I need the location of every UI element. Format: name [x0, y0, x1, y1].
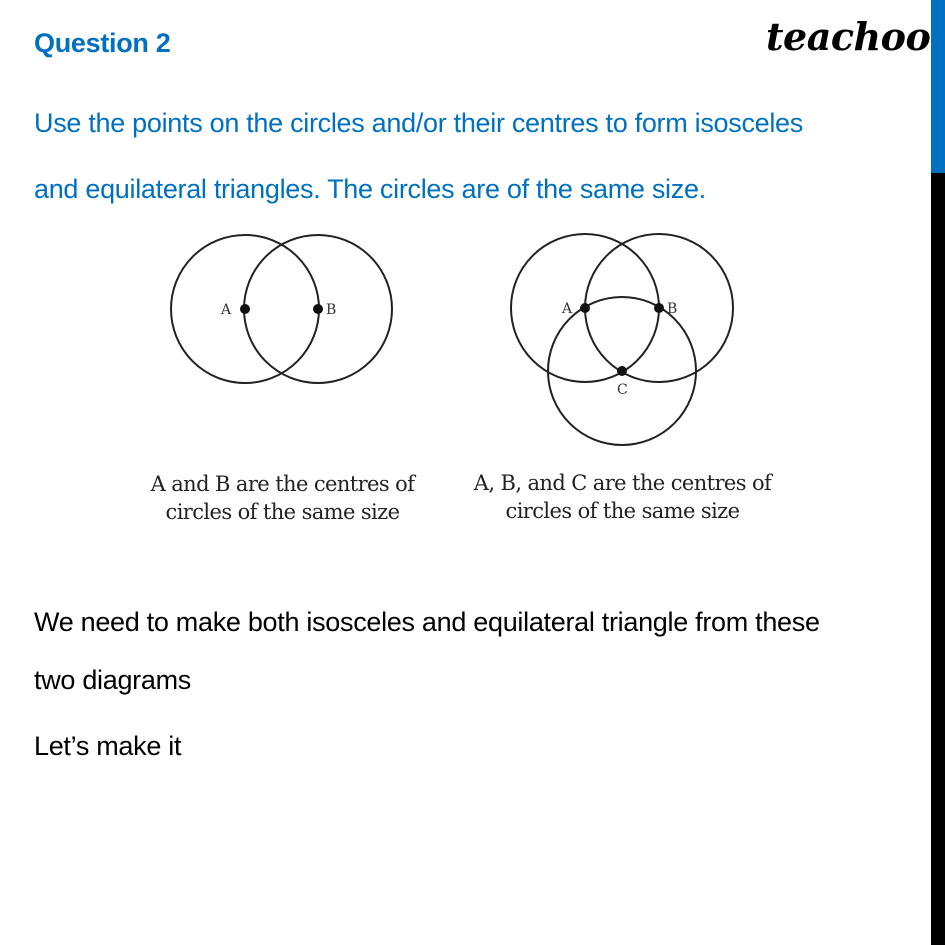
caption-line: A, B, and C are the centres of — [473, 471, 772, 495]
question-text — [34, 90, 914, 222]
point-a-dot — [580, 303, 590, 313]
point-b-label: B — [667, 301, 678, 317]
sidebar-accent-blue — [931, 0, 945, 173]
point-b-dot — [654, 303, 664, 313]
caption-line: A and B are the centres of — [150, 472, 415, 496]
question-title: Question 2 — [34, 28, 171, 58]
caption-line: circles of the same size — [165, 500, 400, 524]
point-a-label: A — [221, 302, 232, 318]
point-b-label: B — [326, 302, 337, 318]
body-line-3: Let’s make it — [34, 731, 182, 761]
point-b-dot — [313, 304, 323, 314]
teachoo-logo: teachoo — [766, 14, 931, 59]
diagram-2-caption — [450, 469, 795, 525]
caption-line: circles of the same size — [505, 499, 740, 523]
point-c-label: C — [617, 382, 628, 398]
point-a-label: A — [562, 301, 573, 317]
body-line-1: We need to make both isosceles and equilateral triangle from these — [34, 607, 820, 637]
point-c-dot — [617, 366, 627, 376]
two-circles-diagram — [160, 225, 410, 395]
question-line-1: Use the points on the circles and/or their centres to form isosceles — [34, 108, 803, 138]
point-a-dot — [240, 304, 250, 314]
question-line-2: and equilateral triangles. The circles are of the same size. — [34, 174, 706, 204]
diagram-1-caption — [120, 470, 445, 526]
three-circles-diagram — [500, 225, 750, 455]
sidebar-accent-black — [931, 173, 945, 945]
body-line-2: two diagrams — [34, 665, 191, 695]
